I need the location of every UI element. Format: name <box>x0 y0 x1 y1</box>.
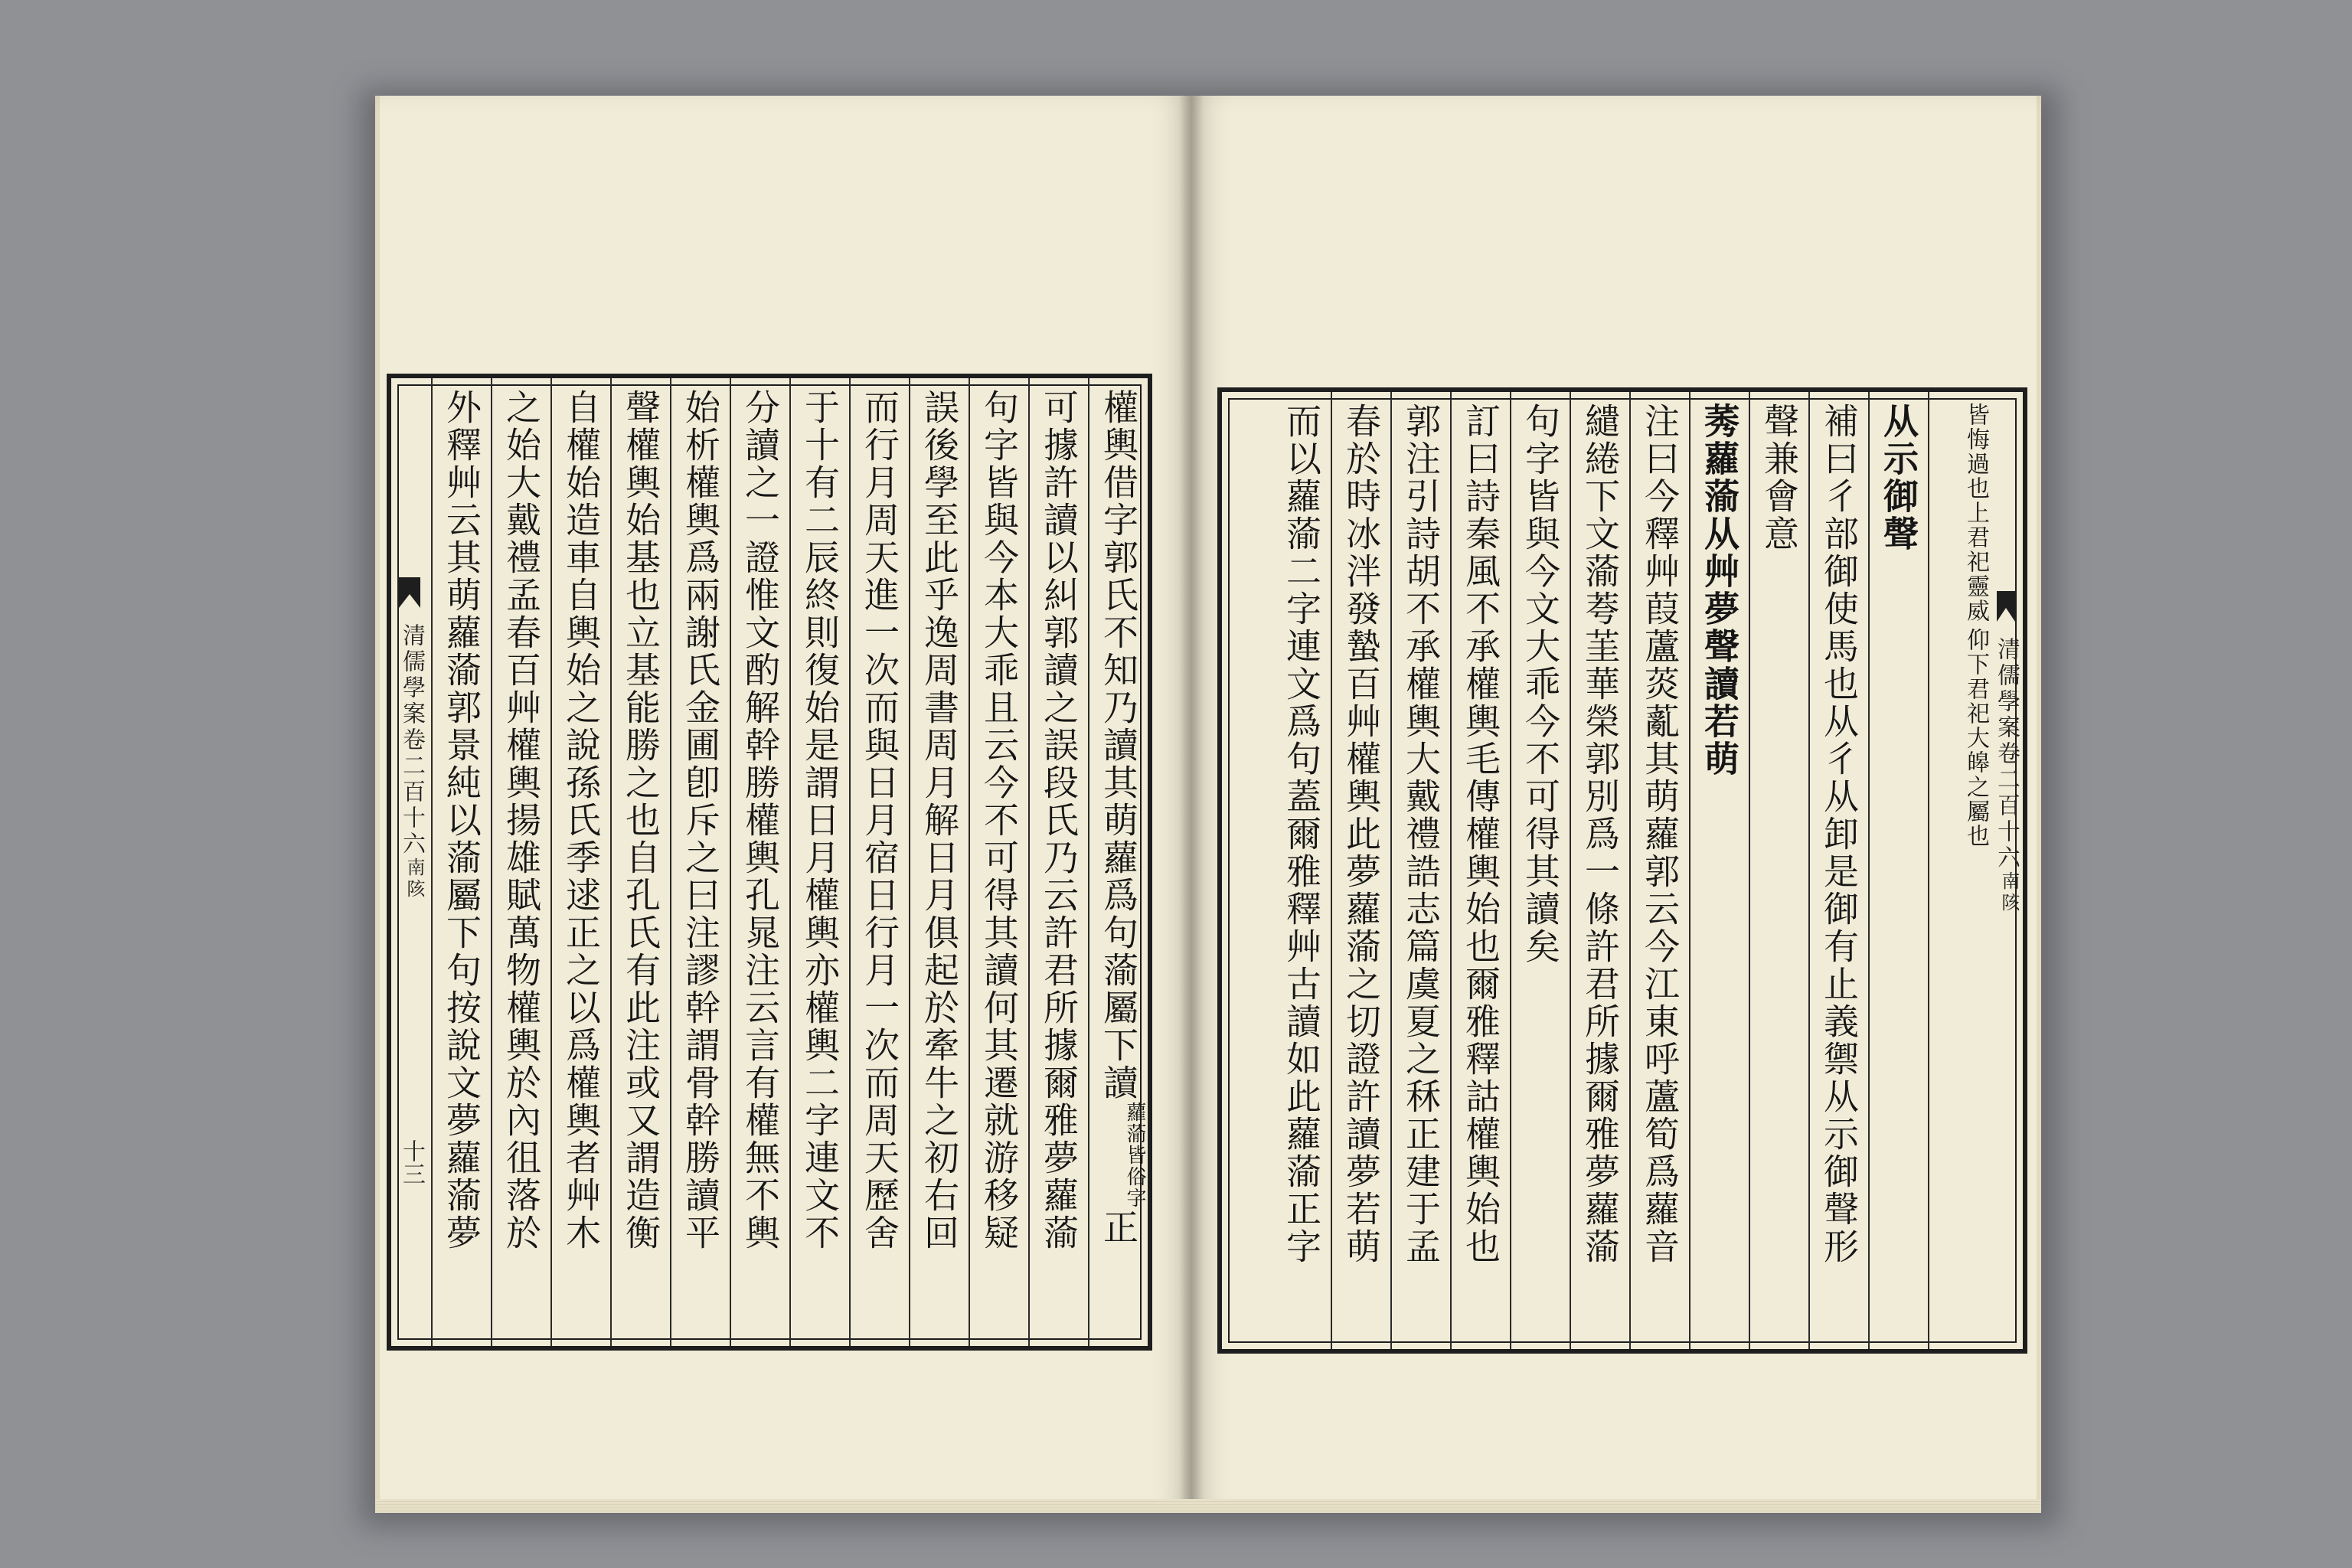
column-text: 句字皆與今文大乖今不可得其讀矣 <box>1520 403 1561 965</box>
left-col-10 <box>550 378 610 1346</box>
banxin-subtitle-text: 南陔 <box>403 858 425 900</box>
left-col-1 <box>1088 378 1148 1346</box>
page-number-text: 十三 <box>398 1139 425 1185</box>
right-col-commentary <box>1928 392 1989 1349</box>
right-col-7 <box>1570 392 1629 1349</box>
left-col-4 <box>909 378 969 1346</box>
left-col-9 <box>610 378 670 1346</box>
column-text: 郭注引詩胡不承權輿大戴禮誥志篇虞夏之秝正建于孟 <box>1400 403 1442 1266</box>
column-text: 春於時冰泮發蟄百艸權輿此夢蘿蕍之切證許讀夢若萌 <box>1341 403 1382 1266</box>
left-col-3 <box>969 378 1028 1346</box>
column-text: 而以蘿蕍二字連文爲句蓋爾雅釋艸古讀如此蘿蕍正字 <box>1281 403 1322 1266</box>
column-text: 自權始造車自輿始之說孫氏季逑正之以爲權輿者艸木 <box>560 389 602 1252</box>
fishtail-mark <box>1997 591 2015 622</box>
left-col-2 <box>1028 378 1088 1346</box>
banxin-title-text: 清儒學案卷二百十六 <box>1993 637 2020 871</box>
column-text: 于十有二辰終則復始是謂日月權輿亦權輿二字連文不 <box>799 389 841 1252</box>
column-text: 補曰彳部御使馬也从彳从卸是御有止義禦从示御聲形 <box>1818 403 1860 1266</box>
right-col-10 <box>1390 392 1450 1349</box>
left-col-8 <box>670 378 730 1346</box>
column-text: 外釋艸云其萌蘿蕍郭景純以蕍屬下句按說文夢蘿蕍夢 <box>441 389 482 1252</box>
commentary-line-2: 仰下君祀大皞之屬也 <box>1962 628 1989 848</box>
right-col-6 <box>1629 392 1689 1349</box>
column-text: 之始大戴禮孟春百艸權輿揚雄賦萬物權輿於內徂落於 <box>501 389 542 1252</box>
column-text: 訂曰詩秦風不承權輿毛傳權輿始也爾雅釋詁權輿始也 <box>1460 403 1501 1266</box>
right-col-12 <box>1228 392 1331 1349</box>
commentary-line-1: 皆悔過也上君祀靈威 <box>1962 403 1989 623</box>
right-col-heading-1 <box>1868 392 1928 1349</box>
column-text: 聲權輿始基也立基能勝之也自孔氏有此注或又謂造衡 <box>620 389 662 1252</box>
column-text: 分讀之一證惟文酌解幹勝權輿孔晁注云言有權無不輿 <box>740 389 781 1252</box>
right-col-9 <box>1450 392 1510 1349</box>
page-number <box>391 1139 428 1185</box>
column-text: 始析權輿爲兩謝氏金圃卽斥之曰注謬幹謂骨幹勝讀平 <box>680 389 721 1252</box>
right-col-4 <box>1749 392 1808 1349</box>
column-text: 注曰今釋艸葭蘆菼薍其萌蘿郭云今江東呼蘆筍爲蘿音 <box>1639 403 1681 1266</box>
entry-heading: 莠蘿蕍从艸夢聲讀若萌 <box>1699 403 1740 778</box>
left-col-7 <box>730 378 789 1346</box>
column-text: 繾綣下文蕍荂茥華榮郭別爲一條許君所據爾雅夢蘿蕍 <box>1579 403 1621 1266</box>
left-col-11 <box>491 378 550 1346</box>
banxin-title-text: 清儒學案卷二百十六 <box>398 623 425 858</box>
column-note: 蘿蕍皆俗字 <box>1123 1102 1146 1209</box>
left-col-12 <box>431 378 491 1346</box>
column-text: 聲兼會意 <box>1759 403 1800 553</box>
page-edges <box>375 1499 2041 1513</box>
column-text: 而行月周天進一次而與日月宿日行月一次而周天歷舍 <box>859 389 900 1252</box>
left-banxin <box>391 378 428 1346</box>
right-col-8 <box>1510 392 1570 1349</box>
entry-heading: 从示御聲 <box>1878 403 1919 553</box>
book-gutter <box>1179 96 1204 1512</box>
banxin-title <box>1989 637 2023 914</box>
right-text-frame <box>1217 387 2027 1354</box>
right-col-heading-2 <box>1689 392 1749 1349</box>
column-text: 可據許讀以糾郭讀之誤段氏乃云許君所據爾雅夢蘿蕍 <box>1038 389 1080 1252</box>
fishtail-mark <box>399 577 420 608</box>
column-text: 句字皆與今本大乖且云今不可得其讀何其遷就游移疑 <box>978 389 1020 1252</box>
banxin-title <box>391 623 428 900</box>
right-col-3 <box>1808 392 1868 1349</box>
column-end: 正 <box>1098 1209 1139 1246</box>
banxin-subtitle-text: 南陔 <box>1998 871 2020 914</box>
column-text: 誤後學至此乎逸周書周月解日月俱起於牽牛之初右回 <box>919 389 960 1252</box>
right-col-11 <box>1331 392 1390 1349</box>
left-text-frame <box>387 374 1152 1351</box>
left-col-5 <box>849 378 909 1346</box>
right-banxin <box>1989 392 2023 1349</box>
left-col-6 <box>789 378 849 1346</box>
column-text: 權輿借字郭氏不知乃讀其萌蘿爲句蕍屬下讀 <box>1098 389 1139 1102</box>
